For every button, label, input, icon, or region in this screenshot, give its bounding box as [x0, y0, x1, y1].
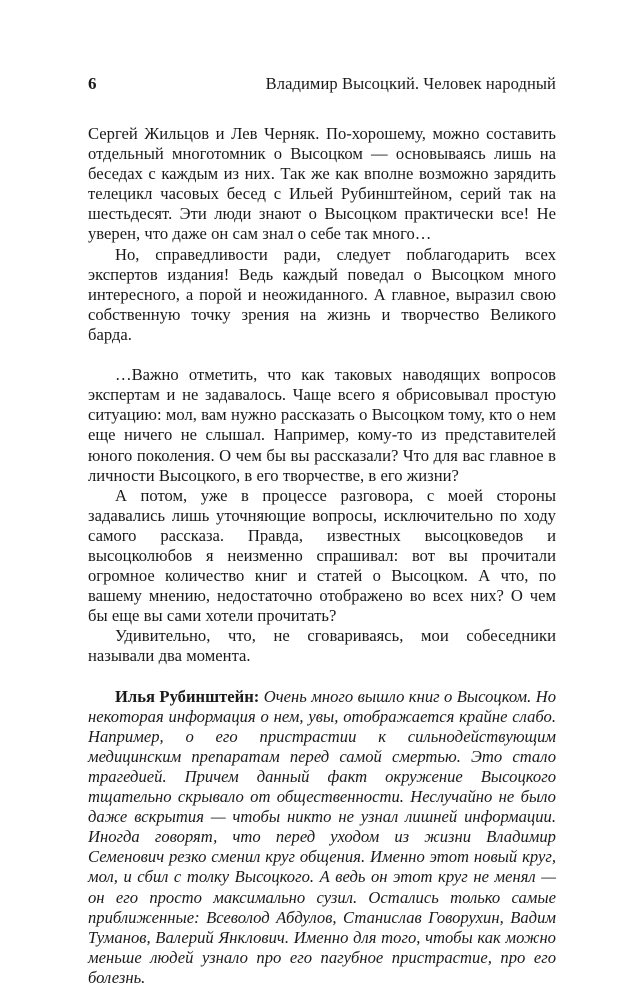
page-number: 6 [88, 74, 97, 93]
paragraph: А потом, уже в процессе разговора, с моей стороны задавались лишь уточняющие вопросы, исключительно по ходу самого рассказа. Правда, известных высоцковедов и высоцколюбов я неизменно спрашивал: вот вы прочитали огромное количество книг и статей о Высоцком. А что, по вашему мнению, недостаточно отображено во всех них? О чем бы еще вы сами хотели прочитать? [88, 485, 556, 626]
page-body [88, 124, 556, 988]
text-block-3-quote [88, 687, 556, 988]
paragraph: Но, справедливости ради, следует поблагодарить всех экспертов издания! Ведь каждый поведал о Высоцком много интересного, а порой и неожиданного. А главное, выразил свою собственную точку зрения на жизнь и творчество Великого барда. [88, 244, 556, 344]
paragraph: …Важно отметить, что как таковых наводящих вопросов экспертам и не задавалось. Чаще всего я обрисовывал простую ситуацию: мол, вам нужно рассказать о Высоцком тому, кто о нем еще ничего не слышал. Например, кому-то из представителей юного поколения. О чем бы вы рассказали? Что для вас главное в личности Высоцкого, в его творчестве, в его жизни? [88, 365, 556, 485]
page-header [88, 74, 556, 98]
text-block-2 [88, 365, 556, 666]
quote-body: Очень много вышло книг о Высоцком. Но некоторая информация о нем, увы, отображается крайне слабо. Например, о его пристрастии к сильнодействующим медицинским препаратам перед самой смертью. Это стало трагедией. Причем данный факт окружение Высоцкого тщательно скрывало от общественности. Неслучайно не было даже вскрытия — чтобы никто не узнал лишней информации. Иногда говорят, что перед уходом из жизни Владимир Семенович резко сменил круг общения. Именно этот новый круг, мол, и сбил с толку Высоцкого. А ведь он этот круг не менял — он его просто максимально сузил. Остались только самые приближенные: Всеволод Абдулов, Станислав Говорухин, Вадим Туманов, Валерий Янклович. Именно для того, чтобы как можно меньше людей узнало про его пагубное пристрастие, про его болезнь. [88, 686, 556, 987]
paragraph: Сергей Жильцов и Лев Черняк. По-хорошему, можно составить отдельный многотомник о Высоцком — основываясь лишь на беседах с каждым из них. Так же как вполне возможно зарядить телецикл часовых бесед с Ильей Рубинштейном, серий так на шестьдесят. Эти люди знают о Высоцком практически все! Не уверен, что даже он сам знал о себе так много… [88, 124, 556, 244]
running-title: Владимир Высоцкий. Человек народный [265, 74, 556, 93]
paragraph: Удивительно, что, не сговариваясь, мои собеседники называли два момента. [88, 626, 556, 666]
quote-paragraph [88, 687, 556, 988]
speaker-name: Илья Рубинштейн: [115, 686, 260, 706]
text-block-1 [88, 124, 556, 345]
